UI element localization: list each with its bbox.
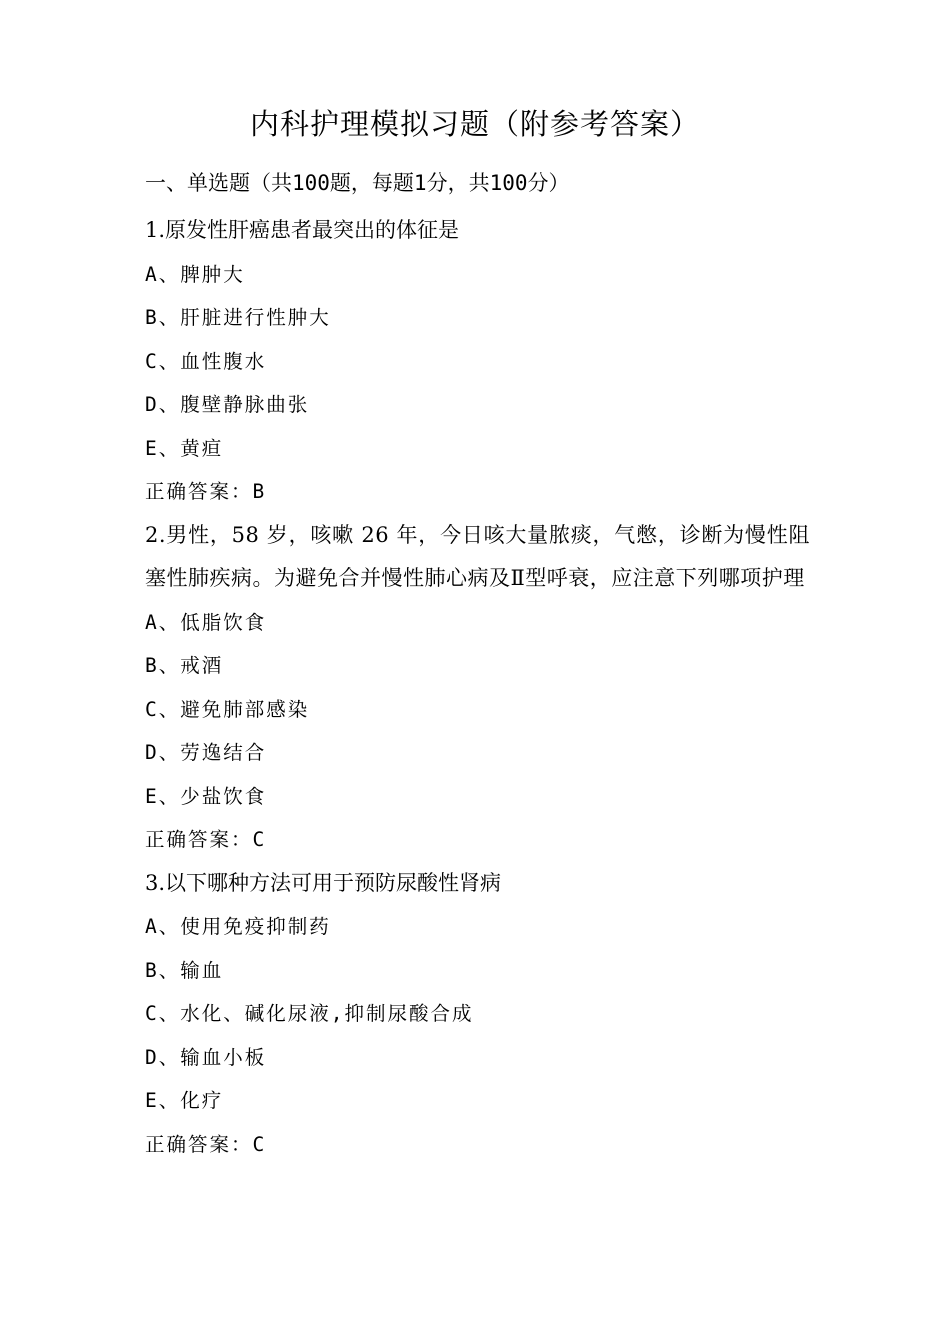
question-1: [145, 209, 810, 514]
section-heading: 一、单选题（共100题，每题1分，共100分）: [145, 171, 570, 195]
option-a: A、使用免疫抑制药: [145, 915, 331, 938]
correct-answer: 正确答案：B: [145, 480, 267, 503]
question-2: [145, 514, 810, 862]
question-list: [145, 209, 810, 1166]
option-b: B、肝脏进行性肿大: [145, 306, 331, 329]
option-a: A、脾肿大: [145, 262, 245, 286]
option-b: B、输血: [145, 958, 224, 982]
option-e: E、化疗: [145, 1089, 224, 1112]
option-e: E、黄疸: [145, 436, 224, 460]
question-stem: 3.以下哪种方法可用于预防尿酸性肾病: [145, 870, 502, 895]
option-e: E、少盐饮食: [145, 784, 267, 808]
option-d: D、输血小板: [145, 1045, 267, 1069]
option-d: D、腹壁静脉曲张: [145, 393, 310, 416]
option-c: C、水化、碱化尿液,抑制尿酸合成: [145, 1002, 474, 1025]
option-a: A、低脂饮食: [145, 610, 267, 634]
option-d: D、劳逸结合: [145, 741, 267, 764]
option-c: C、血性腹水: [145, 349, 267, 373]
option-b: B、戒酒: [145, 654, 224, 677]
option-c: C、避免肺部感染: [145, 697, 310, 721]
correct-answer: 正确答案：C: [145, 1132, 267, 1156]
question-stem: 1.原发性肝癌患者最突出的体征是: [145, 218, 460, 242]
question-3: [145, 862, 810, 1167]
document-title: 内科护理模拟习题（附参考答案）: [249, 107, 700, 141]
correct-answer: 正确答案：C: [145, 828, 267, 851]
question-stem: 2.男性，58 岁，咳嗽 26 年，今日咳大量脓痰，气憋，诊断为慢性阻塞性肺疾病。为避免合并慢性肺心病及Ⅱ型呼衰，应注意下列哪项护理: [145, 522, 810, 590]
